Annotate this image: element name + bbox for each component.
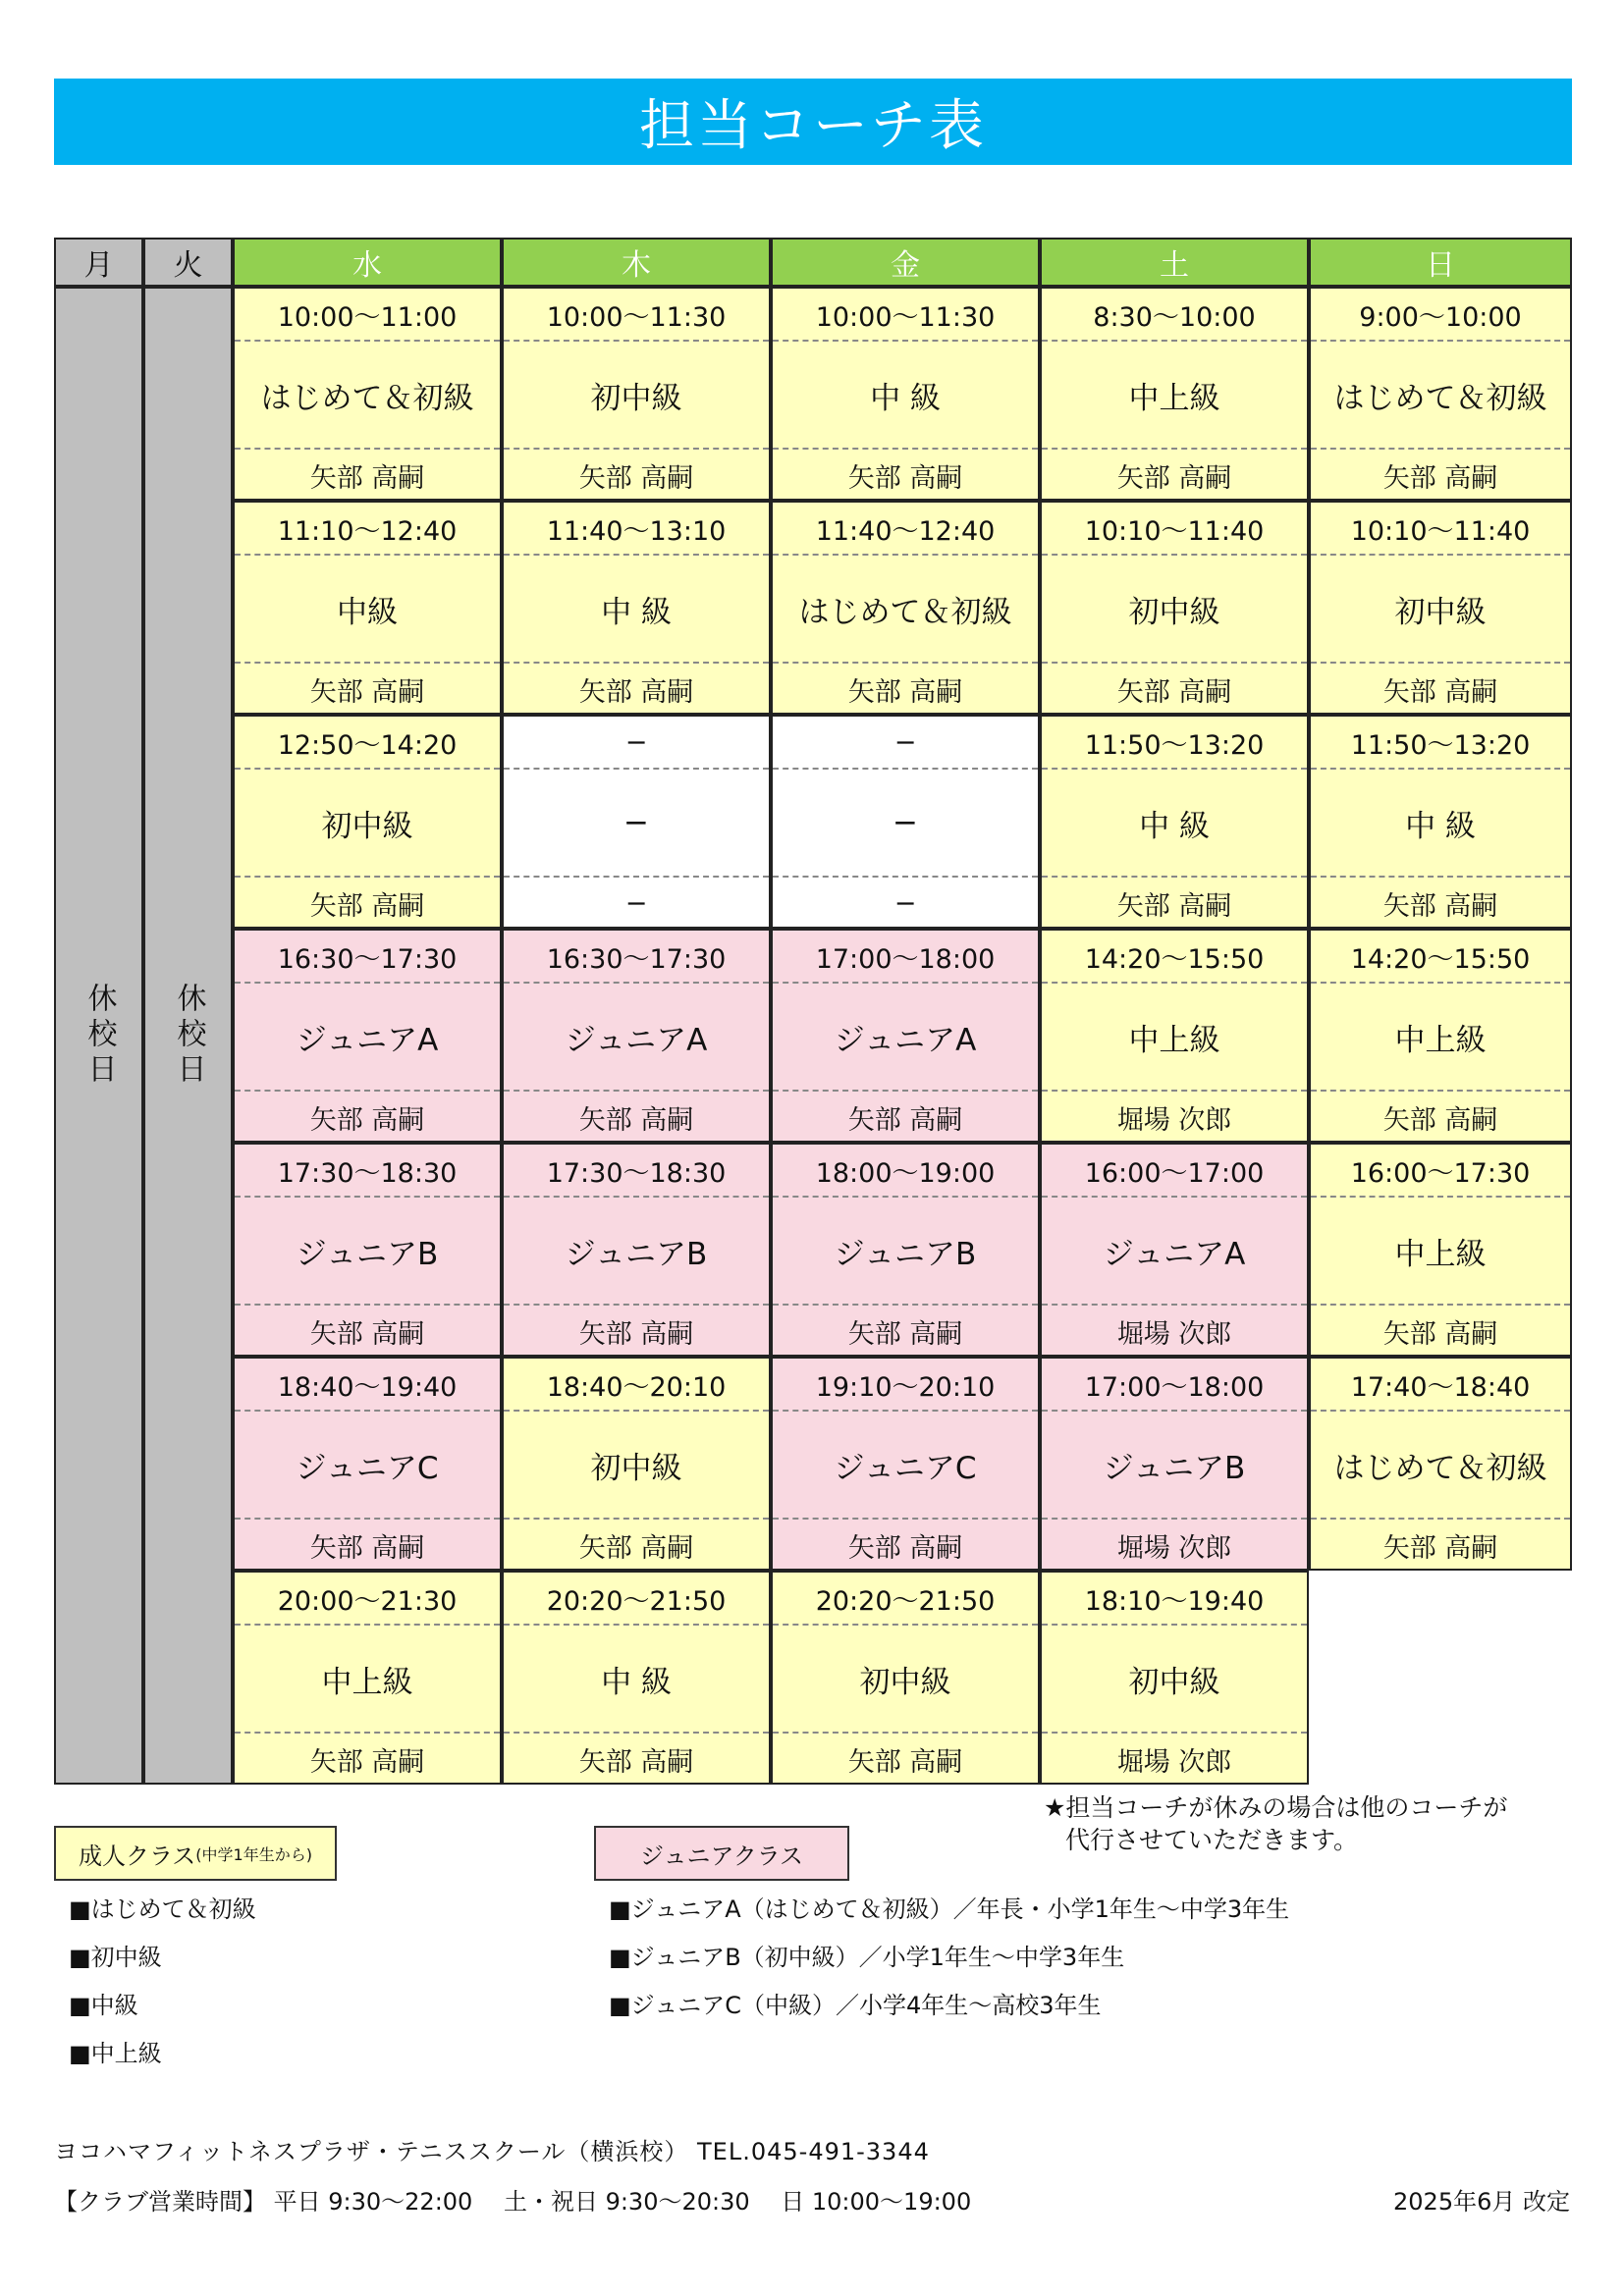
- class-time: 17:00〜18:00: [1042, 1359, 1307, 1412]
- class-slot: [1040, 501, 1309, 715]
- class-slot: [771, 1143, 1040, 1357]
- class-slot: [233, 1143, 502, 1357]
- class-slot: [502, 1143, 771, 1357]
- class-slot: [502, 1357, 771, 1571]
- class-time: 14:20〜15:50: [1311, 931, 1570, 984]
- class-time: 17:40〜18:40: [1311, 1359, 1570, 1412]
- class-name: ジュニアA: [1042, 1198, 1307, 1306]
- class-slot: [771, 929, 1040, 1143]
- class-time: 18:00〜19:00: [773, 1145, 1038, 1198]
- class-name: 初中級: [504, 342, 769, 450]
- class-name: 中上級: [235, 1626, 500, 1734]
- class-time: 18:10〜19:40: [1042, 1573, 1307, 1626]
- class-time: 17:30〜18:30: [504, 1145, 769, 1198]
- class-slot: [1309, 715, 1572, 929]
- adult-class-note: (中学1年生から): [195, 1844, 312, 1864]
- class-time: 16:30〜17:30: [235, 931, 500, 984]
- class-name: 中 級: [1042, 770, 1307, 878]
- class-time: 20:20〜21:50: [773, 1573, 1038, 1626]
- class-time: 9:00〜10:00: [1311, 289, 1570, 342]
- day-header: 土: [1040, 238, 1309, 287]
- coach-name: 堀場 次郎: [1116, 1104, 1232, 1136]
- coach-name: 矢部 高嗣: [847, 1104, 963, 1136]
- class-time: 10:10〜11:40: [1311, 503, 1570, 556]
- class-name: 初中級: [1311, 556, 1570, 664]
- coach-name: −: [624, 887, 648, 919]
- coach-name: 矢部 高嗣: [309, 462, 425, 494]
- class-name: ジュニアB: [773, 1198, 1038, 1306]
- coach-name: 矢部 高嗣: [1382, 676, 1498, 708]
- class-name: ジュニアA: [504, 984, 769, 1092]
- class-slot: [771, 287, 1040, 501]
- class-name: ジュニアB: [1042, 1412, 1307, 1520]
- class-name: ジュニアA: [235, 984, 500, 1092]
- class-name: 中上級: [1042, 342, 1307, 450]
- class-time: 10:10〜11:40: [1042, 503, 1307, 556]
- class-slot: [502, 1571, 771, 1785]
- coach-name: 矢部 高嗣: [578, 676, 694, 708]
- class-slot: [1040, 1357, 1309, 1571]
- junior-class-list: [609, 1886, 1289, 2030]
- adult-class-legend: [54, 1826, 337, 1881]
- coach-name: 矢部 高嗣: [847, 1746, 963, 1778]
- coach-name: 矢部 高嗣: [309, 1318, 425, 1350]
- class-name: 中上級: [1311, 1198, 1570, 1306]
- class-time: 11:50〜13:20: [1311, 717, 1570, 770]
- class-name: 初中級: [1042, 1626, 1307, 1734]
- coach-name: 矢部 高嗣: [309, 676, 425, 708]
- closed-day-cell: [54, 287, 143, 1785]
- class-name: 中 級: [1311, 770, 1570, 878]
- list-item: ■中上級: [69, 2040, 162, 2067]
- class-slot: [1309, 501, 1572, 715]
- coach-name: 矢部 高嗣: [1382, 462, 1498, 494]
- coach-name: 矢部 高嗣: [1116, 462, 1232, 494]
- list-item: ■初中級: [69, 1944, 162, 1971]
- list-item: ■ジュニアB（初中級）／小学1年生〜中学3年生: [609, 1944, 1125, 1971]
- class-name: 中上級: [1042, 984, 1307, 1092]
- class-slot: [771, 1571, 1040, 1785]
- class-slot: [1309, 1357, 1572, 1571]
- class-time: 17:30〜18:30: [235, 1145, 500, 1198]
- class-time: 11:40〜13:10: [504, 503, 769, 556]
- class-time: 18:40〜20:10: [504, 1359, 769, 1412]
- class-name: はじめて＆初級: [235, 342, 500, 450]
- coach-name: 矢部 高嗣: [847, 676, 963, 708]
- class-slot: [1040, 287, 1309, 501]
- coach-name: 矢部 高嗣: [309, 1532, 425, 1564]
- class-time: 20:20〜21:50: [504, 1573, 769, 1626]
- coach-name: 矢部 高嗣: [1382, 1532, 1498, 1564]
- day-header: 火: [143, 238, 233, 287]
- class-slot: [233, 1357, 502, 1571]
- coach-name: 矢部 高嗣: [1382, 1104, 1498, 1136]
- class-slot: [502, 501, 771, 715]
- coach-name: 堀場 次郎: [1116, 1746, 1232, 1778]
- coach-name: 矢部 高嗣: [578, 1746, 694, 1778]
- adult-class-list: [69, 1886, 256, 2078]
- class-time: 11:10〜12:40: [235, 503, 500, 556]
- coach-name: 矢部 高嗣: [847, 462, 963, 494]
- list-item: ■中級: [69, 1992, 138, 2019]
- coach-name: 矢部 高嗣: [847, 1318, 963, 1350]
- list-item: ■ジュニアA（はじめて＆初級）／年長・小学1年生〜中学3年生: [609, 1896, 1290, 1923]
- coach-name: 矢部 高嗣: [578, 462, 694, 494]
- class-slot: [1040, 715, 1309, 929]
- class-name: はじめて＆初級: [773, 556, 1038, 664]
- class-name: ジュニアB: [235, 1198, 500, 1306]
- coach-name: 堀場 次郎: [1116, 1532, 1232, 1564]
- class-slot: [1040, 1143, 1309, 1357]
- class-slot: [771, 1357, 1040, 1571]
- class-slot: [233, 501, 502, 715]
- class-slot: [1309, 287, 1572, 501]
- class-time: 19:10〜20:10: [773, 1359, 1038, 1412]
- class-name: はじめて＆初級: [1311, 342, 1570, 450]
- revision-date: 2025年6月 改定: [1393, 2188, 1570, 2216]
- day-header: 金: [771, 238, 1040, 287]
- class-slot: [1309, 1143, 1572, 1357]
- class-name: 中 級: [773, 342, 1038, 450]
- closed-day-cell: [143, 287, 233, 1785]
- class-name: 初中級: [235, 770, 500, 878]
- class-slot: [502, 287, 771, 501]
- class-slot: [233, 287, 502, 501]
- class-name: ジュニアA: [773, 984, 1038, 1092]
- day-header: 月: [54, 238, 143, 287]
- class-name: 中 級: [504, 556, 769, 664]
- class-time: −: [504, 717, 769, 770]
- substitute-coach-note: [1044, 1791, 1507, 1856]
- class-name: はじめて＆初級: [1311, 1412, 1570, 1520]
- class-time: 12:50〜14:20: [235, 717, 500, 770]
- adult-class-label: 成人クラス: [79, 1842, 196, 1870]
- class-time: 20:00〜21:30: [235, 1573, 500, 1626]
- class-time: 16:00〜17:00: [1042, 1145, 1307, 1198]
- page-title: 担当コーチ表: [54, 79, 1572, 165]
- coach-name: 堀場 次郎: [1116, 1318, 1232, 1350]
- class-slot: [771, 501, 1040, 715]
- class-slot: [1040, 929, 1309, 1143]
- day-header: 水: [233, 238, 502, 287]
- class-name: ジュニアC: [235, 1412, 500, 1520]
- club-hours: 【クラブ営業時間】 平日 9:30〜22:00 土・祝日 9:30〜20:30 日 10:00〜19:00: [54, 2188, 972, 2216]
- coach-name: 矢部 高嗣: [1116, 676, 1232, 708]
- closed-label: 休校日: [81, 983, 117, 1089]
- class-time: −: [773, 717, 1038, 770]
- class-time: 10:00〜11:30: [504, 289, 769, 342]
- coach-name: 矢部 高嗣: [578, 1104, 694, 1136]
- list-item: ■はじめて＆初級: [69, 1896, 256, 1923]
- class-time: 18:40〜19:40: [235, 1359, 500, 1412]
- note-line: 代行させていただきます。: [1065, 1826, 1359, 1854]
- junior-class-legend: [594, 1826, 849, 1881]
- day-header: 日: [1309, 238, 1572, 287]
- class-slot: [1040, 1571, 1309, 1785]
- class-name: 初中級: [773, 1626, 1038, 1734]
- class-slot: [502, 929, 771, 1143]
- coach-name: −: [893, 887, 917, 919]
- coach-name: 矢部 高嗣: [578, 1532, 694, 1564]
- class-name: 中級: [235, 556, 500, 664]
- class-time: 14:20〜15:50: [1042, 931, 1307, 984]
- class-name: ジュニアC: [773, 1412, 1038, 1520]
- coach-name: 矢部 高嗣: [847, 1532, 963, 1564]
- class-name: −: [504, 770, 769, 878]
- class-slot: [1309, 929, 1572, 1143]
- closed-label: 休校日: [171, 983, 206, 1089]
- class-time: 8:30〜10:00: [1042, 289, 1307, 342]
- class-slot: [233, 715, 502, 929]
- class-slot: [233, 929, 502, 1143]
- class-name: ジュニアB: [504, 1198, 769, 1306]
- class-name: −: [773, 770, 1038, 878]
- class-slot: [233, 1571, 502, 1785]
- class-time: 10:00〜11:00: [235, 289, 500, 342]
- coach-name: 矢部 高嗣: [1116, 890, 1232, 922]
- coach-name: 矢部 高嗣: [309, 1104, 425, 1136]
- coach-name: 矢部 高嗣: [309, 1746, 425, 1778]
- school-contact: ヨコハマフィットネスプラザ・テニススクール（横浜校） TEL.045-491-3344: [54, 2138, 930, 2165]
- day-header: 木: [502, 238, 771, 287]
- class-slot: [771, 715, 1040, 929]
- junior-class-label: ジュニアクラス: [639, 1842, 804, 1870]
- class-slot: [502, 715, 771, 929]
- class-time: 17:00〜18:00: [773, 931, 1038, 984]
- coach-name: 矢部 高嗣: [309, 890, 425, 922]
- class-time: 10:00〜11:30: [773, 289, 1038, 342]
- list-item: ■ジュニアC（中級）／小学4年生〜高校3年生: [609, 1992, 1102, 2019]
- class-name: 中上級: [1311, 984, 1570, 1092]
- note-line: ★担当コーチが休みの場合は他のコーチが: [1044, 1793, 1508, 1822]
- class-time: 16:30〜17:30: [504, 931, 769, 984]
- class-time: 11:50〜13:20: [1042, 717, 1307, 770]
- class-time: 11:40〜12:40: [773, 503, 1038, 556]
- class-name: 初中級: [504, 1412, 769, 1520]
- class-name: 初中級: [1042, 556, 1307, 664]
- coach-name: 矢部 高嗣: [1382, 890, 1498, 922]
- coach-name: 矢部 高嗣: [578, 1318, 694, 1350]
- coach-name: 矢部 高嗣: [1382, 1318, 1498, 1350]
- class-time: 16:00〜17:30: [1311, 1145, 1570, 1198]
- class-name: 中 級: [504, 1626, 769, 1734]
